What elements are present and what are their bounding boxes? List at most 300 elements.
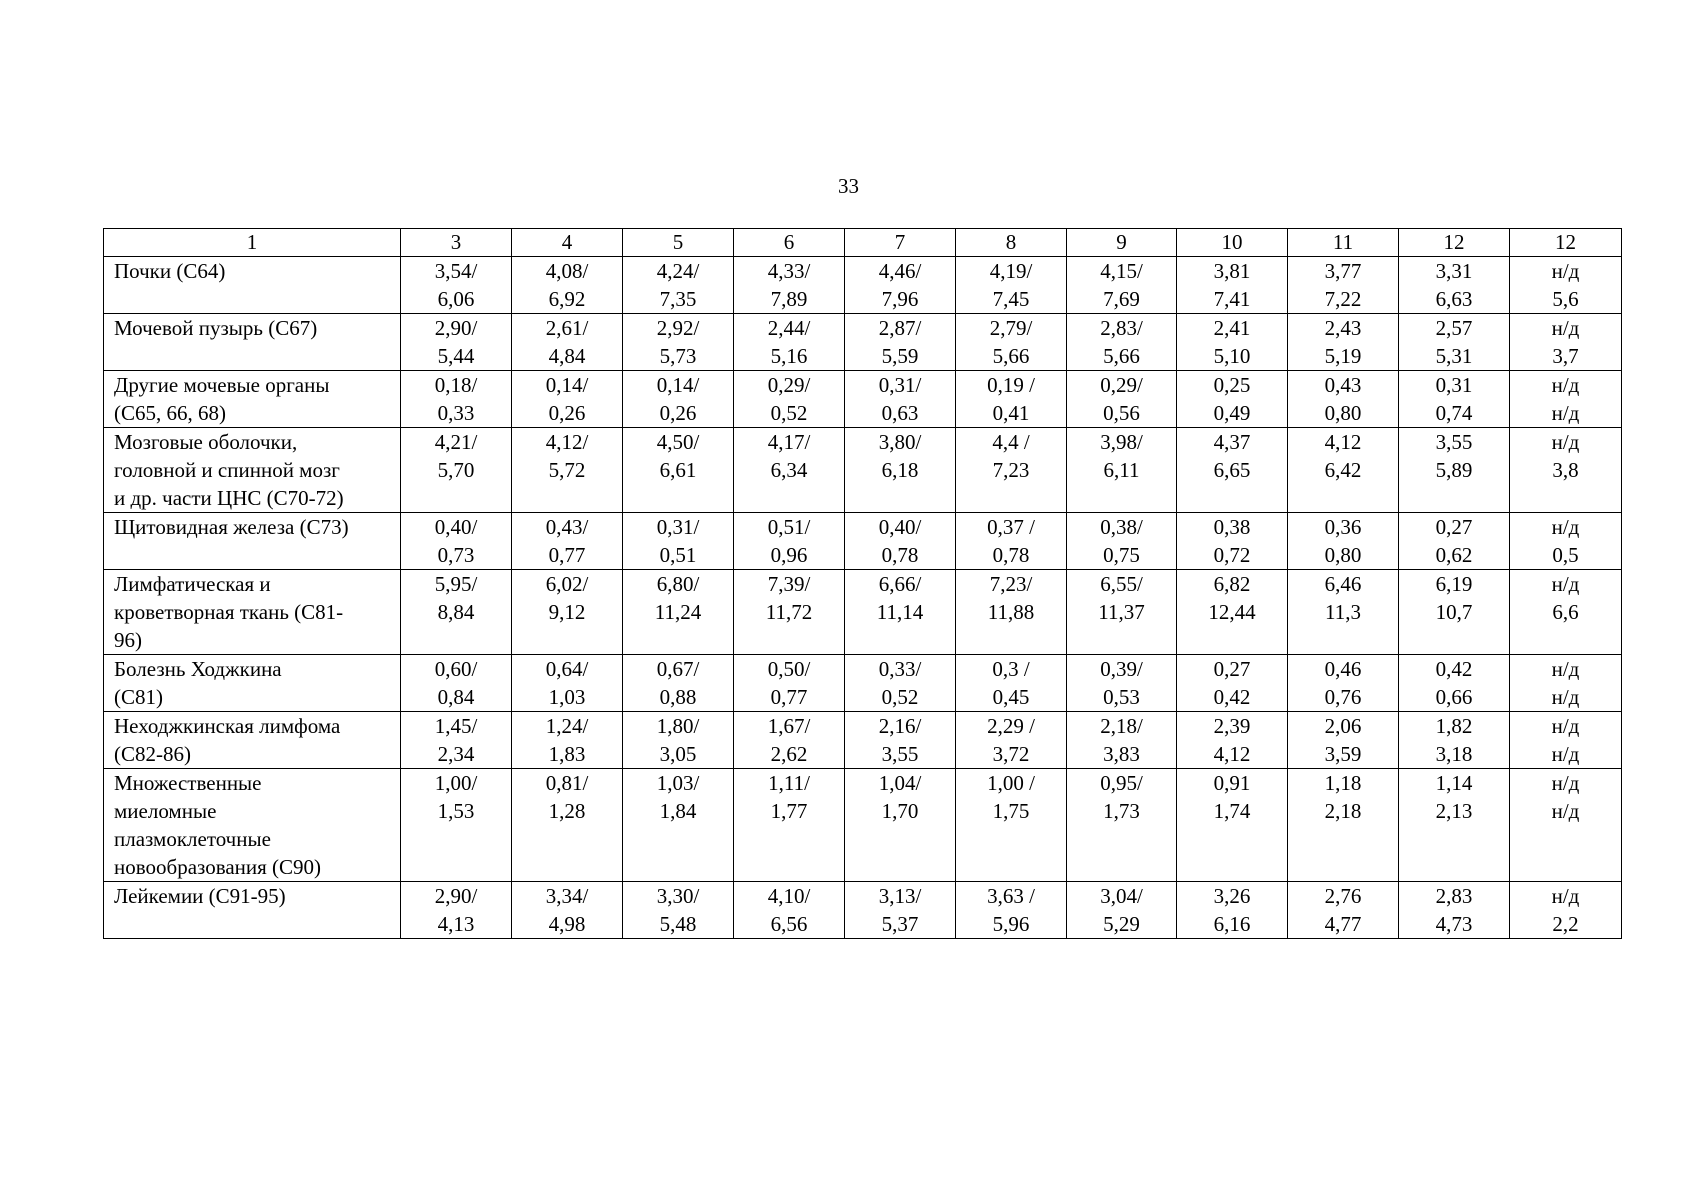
value-cell [956,257,1067,314]
value-line: 1,18 [1324,771,1362,795]
header-cell: 11 [1288,229,1399,257]
value-line: н/д [1551,657,1580,681]
value-cell [512,513,623,570]
value-cell [845,314,956,371]
value-cell [1067,655,1177,712]
header-cell: 12 [1399,229,1510,257]
value-line: 5,37 [881,912,919,936]
value-line: 2,39 [1213,714,1251,738]
value-line: 4,50/ [656,430,700,454]
value-line: 2,83 [1435,884,1473,908]
value-line: н/д [1551,685,1580,709]
value-line: 3,77 [1324,259,1362,283]
value-line: 6,80/ [656,572,700,596]
value-cell [956,513,1067,570]
value-line: 3,34/ [545,884,589,908]
value-line: 2,18/ [1100,714,1143,738]
value-line: 2,90/ [434,884,478,908]
value-line: 7,35 [659,287,697,311]
value-line: 4,15/ [1100,259,1143,283]
value-line: 1,03 [548,685,586,709]
value-cell [1177,769,1288,882]
row-label-line: Мозговые оболочки, [114,430,298,454]
value-line: 1,83 [548,742,586,766]
value-cell [512,257,623,314]
value-cell [845,371,956,428]
value-cell [512,570,623,655]
value-line: 5,6 [1552,287,1579,311]
value-line: 0,33/ [878,657,922,681]
value-line: 4,46/ [878,259,922,283]
value-line: 11,88 [987,600,1035,624]
value-line: 0,25 [1213,373,1251,397]
value-line: 0,75 [1103,543,1140,567]
row-label-line: Лейкемии (С91-95) [114,884,286,908]
row-label-cell [104,314,401,371]
value-cell [512,428,623,513]
value-line: 4,98 [548,912,586,936]
value-cell [1177,712,1288,769]
row-label-line: новообразования (С90) [114,855,322,879]
value-line: н/д [1551,742,1580,766]
value-cell [512,712,623,769]
value-line: н/д [1551,714,1580,738]
table-body [104,229,1622,939]
value-line: 1,70 [881,799,919,823]
value-line: 4,84 [548,344,586,368]
value-cell [1288,769,1399,882]
value-line: 6,56 [770,912,808,936]
value-line: 0,19 / [987,373,1035,397]
value-line: 1,03/ [656,771,700,795]
header-row [104,229,1622,257]
value-line: 0,64/ [545,657,589,681]
value-line: н/д [1551,515,1580,539]
value-line: 3,13/ [878,884,922,908]
value-cell [401,570,512,655]
row-label-cell [104,769,401,882]
value-line: 0,96 [770,543,808,567]
row-label-line: Мочевой пузырь (С67) [114,316,318,340]
row-label-line: Щитовидная железа (С73) [114,515,349,539]
value-cell [845,882,956,939]
value-cell [512,655,623,712]
value-line: 3,05 [659,742,697,766]
value-cell [845,570,956,655]
value-cell [623,371,734,428]
value-cell [1399,712,1510,769]
value-line: 3,80/ [878,430,922,454]
value-line: 2,18 [1324,799,1362,823]
value-line: 5,70 [437,458,475,482]
value-line: 0,38 [1213,515,1251,539]
header-cell: 9 [1067,229,1177,257]
value-cell [1510,882,1622,939]
value-line: 3,55 [1435,430,1473,454]
value-cell [734,428,845,513]
data-table [103,228,1622,939]
value-line: 2,13 [1435,799,1473,823]
value-line: 0,40/ [434,515,478,539]
value-cell [1067,257,1177,314]
value-line: 4,21/ [434,430,478,454]
value-cell [1510,655,1622,712]
row-label-line: (С81) [114,685,163,709]
header-cell: 6 [734,229,845,257]
value-cell [734,314,845,371]
value-line: 7,89 [770,287,808,311]
value-line: 2,87/ [878,316,922,340]
value-line: 4,37 [1213,430,1251,454]
row-label-line: и др. части ЦНС (С70-72) [114,486,344,510]
value-line: 7,96 [881,287,919,311]
value-line: 4,17/ [767,430,811,454]
value-cell [1067,314,1177,371]
value-line: 0,14/ [545,373,589,397]
value-line: 5,31 [1435,344,1473,368]
value-line: 2,92/ [656,316,700,340]
value-line: 9,12 [548,600,586,624]
value-cell [1288,257,1399,314]
value-line: 2,29 / [987,714,1035,738]
value-line: 2,57 [1435,316,1473,340]
value-line: 0,67/ [656,657,700,681]
value-cell [845,655,956,712]
value-cell [1288,513,1399,570]
value-line: 11,24 [654,600,702,624]
value-line: 5,66 [992,344,1030,368]
value-line: 0,42 [1435,657,1473,681]
row-label-cell [104,371,401,428]
value-cell [401,314,512,371]
value-line: н/д [1551,884,1580,908]
value-line: 1,14 [1435,771,1473,795]
value-cell [623,513,734,570]
value-cell [1067,513,1177,570]
value-line: 3,18 [1435,742,1473,766]
value-line: 3,30/ [656,884,700,908]
value-line: 2,06 [1324,714,1362,738]
value-cell [956,712,1067,769]
value-line: 0,52 [770,401,808,425]
value-line: 0,31/ [656,515,700,539]
value-cell [845,513,956,570]
value-line: 5,48 [659,912,697,936]
value-line: 1,67/ [767,714,811,738]
value-line: 4,77 [1324,912,1362,936]
value-line: 7,69 [1103,287,1140,311]
value-line: 0,29/ [1100,373,1143,397]
value-cell [1177,371,1288,428]
value-line: 1,75 [992,799,1030,823]
value-cell [512,314,623,371]
value-line: 0,53 [1103,685,1140,709]
value-line: 1,84 [659,799,697,823]
table-row [104,882,1622,939]
value-cell [623,428,734,513]
value-line: 0,49 [1213,401,1251,425]
row-label-cell [104,513,401,570]
table-row [104,257,1622,314]
value-line: 2,16/ [878,714,922,738]
value-line: 3,04/ [1100,884,1143,908]
value-line: 1,24/ [545,714,589,738]
value-cell [1288,712,1399,769]
value-line: 12,44 [1208,600,1256,624]
row-label-line: миеломные [114,799,217,823]
value-cell [1399,513,1510,570]
value-line: 3,83 [1103,742,1140,766]
value-line: 5,72 [548,458,586,482]
header-cell: 5 [623,229,734,257]
value-line: 7,23 [992,458,1030,482]
value-line: 2,62 [770,742,808,766]
value-line: 0,36 [1324,515,1362,539]
value-line: 6,63 [1435,287,1473,311]
value-line: 6,6 [1552,600,1579,624]
value-cell [734,513,845,570]
value-line: 0,38/ [1100,515,1143,539]
value-cell [1288,570,1399,655]
value-line: 5,44 [437,344,475,368]
value-cell [845,769,956,882]
value-cell [1510,513,1622,570]
value-line: 0,72 [1213,543,1251,567]
value-line: 1,45/ [434,714,478,738]
value-cell [1399,769,1510,882]
value-line: 8,84 [437,600,475,624]
value-line: 0,95/ [1100,771,1143,795]
value-cell [512,882,623,939]
value-line: 7,45 [992,287,1030,311]
value-line: 6,55/ [1100,572,1143,596]
value-line: 0,3 / [992,657,1030,681]
value-cell [1288,371,1399,428]
value-line: 0,41 [992,401,1030,425]
value-line: 1,00 / [987,771,1035,795]
value-cell [1288,655,1399,712]
value-cell [623,257,734,314]
row-label-line: Другие мочевые органы [114,373,330,397]
value-line: 4,12 [1213,742,1251,766]
value-line: 3,63 / [987,884,1035,908]
value-line: 2,2 [1552,912,1579,936]
value-line: 10,7 [1435,600,1473,624]
value-cell [1288,428,1399,513]
value-cell [623,769,734,882]
table-row [104,570,1622,655]
value-line: 1,53 [437,799,475,823]
value-line: 0,51 [659,543,697,567]
value-line: 0,73 [437,543,475,567]
value-line: 1,00/ [434,771,478,795]
value-line: 6,46 [1324,572,1362,596]
value-line: 5,73 [659,344,697,368]
value-line: 2,76 [1324,884,1362,908]
value-cell [1067,428,1177,513]
row-label-cell [104,428,401,513]
value-line: 6,34 [770,458,808,482]
value-line: 0,81/ [545,771,589,795]
value-line: 11,14 [876,600,924,624]
value-line: 2,34 [437,742,475,766]
value-line: 5,96 [992,912,1030,936]
value-cell [623,655,734,712]
row-label-line: Болезнь Ходжкина [114,657,282,681]
value-cell [1177,257,1288,314]
value-line: 0,80 [1324,401,1362,425]
table-row [104,428,1622,513]
value-cell [623,712,734,769]
value-line: 0,45 [992,685,1030,709]
value-cell [1399,314,1510,371]
value-cell [1399,371,1510,428]
value-cell [1510,769,1622,882]
row-label-line: (С82-86) [114,742,191,766]
value-line: н/д [1551,771,1580,795]
value-line: 0,29/ [767,373,811,397]
row-label-line: Лимфатическая и [114,572,271,596]
table-row [104,314,1622,371]
value-cell [1067,712,1177,769]
value-cell [1177,513,1288,570]
value-line: 0,50/ [767,657,811,681]
value-line: 2,43 [1324,316,1362,340]
value-line: 0,76 [1324,685,1362,709]
value-line: 4,12 [1324,430,1362,454]
value-cell [512,769,623,882]
header-cell: 10 [1177,229,1288,257]
value-line: 0,77 [548,543,586,567]
value-line: 3,59 [1324,742,1362,766]
value-cell [401,371,512,428]
value-cell [1067,769,1177,882]
value-cell [1067,371,1177,428]
value-line: 7,22 [1324,287,1362,311]
value-line: 11,3 [1325,600,1361,624]
value-cell [401,712,512,769]
value-line: 4,24/ [656,259,700,283]
value-cell [1510,314,1622,371]
value-line: н/д [1551,572,1580,596]
value-line: 0,66 [1435,685,1473,709]
value-line: 0,26 [659,401,697,425]
header-cell: 4 [512,229,623,257]
row-label-line: (С65, 66, 68) [114,401,226,425]
header-cell: 12 [1510,229,1622,257]
value-line: 4,33/ [767,259,811,283]
value-cell [623,570,734,655]
value-line: 0,43 [1324,373,1362,397]
value-line: н/д [1551,316,1580,340]
value-line: н/д [1551,799,1580,823]
value-line: 0,78 [992,543,1030,567]
value-cell [734,257,845,314]
row-label-cell [104,257,401,314]
value-cell [401,428,512,513]
value-line: 7,39/ [767,572,811,596]
value-cell [734,712,845,769]
value-line: 3,8 [1552,458,1579,482]
value-cell [734,570,845,655]
value-line: 1,28 [548,799,586,823]
value-line: 0,88 [659,685,697,709]
row-label-cell [104,570,401,655]
value-line: 0,62 [1435,543,1473,567]
value-cell [623,314,734,371]
value-cell [1288,314,1399,371]
value-cell [734,882,845,939]
value-cell [1399,882,1510,939]
value-cell [1399,570,1510,655]
value-cell [956,314,1067,371]
value-line: н/д [1551,401,1580,425]
value-line: 6,92 [548,287,586,311]
value-cell [845,428,956,513]
value-line: 5,95/ [434,572,478,596]
value-cell [1177,570,1288,655]
value-line: 11,72 [765,600,813,624]
value-cell [1399,257,1510,314]
value-cell [1510,570,1622,655]
value-line: 5,29 [1103,912,1140,936]
value-cell [1177,655,1288,712]
value-line: 4,4 / [992,430,1030,454]
value-line: 6,02/ [545,572,589,596]
row-label-cell [104,712,401,769]
value-line: 6,66/ [878,572,922,596]
value-cell [1510,712,1622,769]
value-line: 0,31/ [878,373,922,397]
header-cell: 1 [104,229,401,257]
row-label-line: головной и спинной мозг [114,458,340,482]
value-line: 1,77 [770,799,808,823]
value-cell [956,570,1067,655]
value-line: 3,31 [1435,259,1473,283]
value-cell [1510,257,1622,314]
value-line: 6,18 [881,458,919,482]
value-line: 3,7 [1552,344,1579,368]
value-line: 0,5 [1552,543,1579,567]
header-cell: 3 [401,229,512,257]
value-line: 0,91 [1213,771,1251,795]
value-line: 0,27 [1213,657,1251,681]
value-line: 3,54/ [434,259,478,283]
value-line: 0,40/ [878,515,922,539]
value-line: 1,80/ [656,714,700,738]
value-line: 2,61/ [545,316,589,340]
value-line: 0,27 [1435,515,1473,539]
row-label-line: плазмоклеточные [114,827,271,851]
value-line: 0,56 [1103,401,1140,425]
value-line: 3,26 [1213,884,1251,908]
value-cell [512,371,623,428]
value-line: 2,83/ [1100,316,1143,340]
value-cell [734,769,845,882]
value-line: 0,46 [1324,657,1362,681]
value-line: 4,19/ [989,259,1033,283]
value-line: 0,42 [1213,685,1251,709]
value-cell [1510,428,1622,513]
table-row [104,655,1622,712]
value-line: 6,19 [1435,572,1473,596]
value-line: 5,16 [770,344,808,368]
value-line: 0,80 [1324,543,1362,567]
value-line: 0,60/ [434,657,478,681]
value-line: 11,37 [1098,600,1145,624]
value-cell [734,371,845,428]
value-line: 6,16 [1213,912,1251,936]
